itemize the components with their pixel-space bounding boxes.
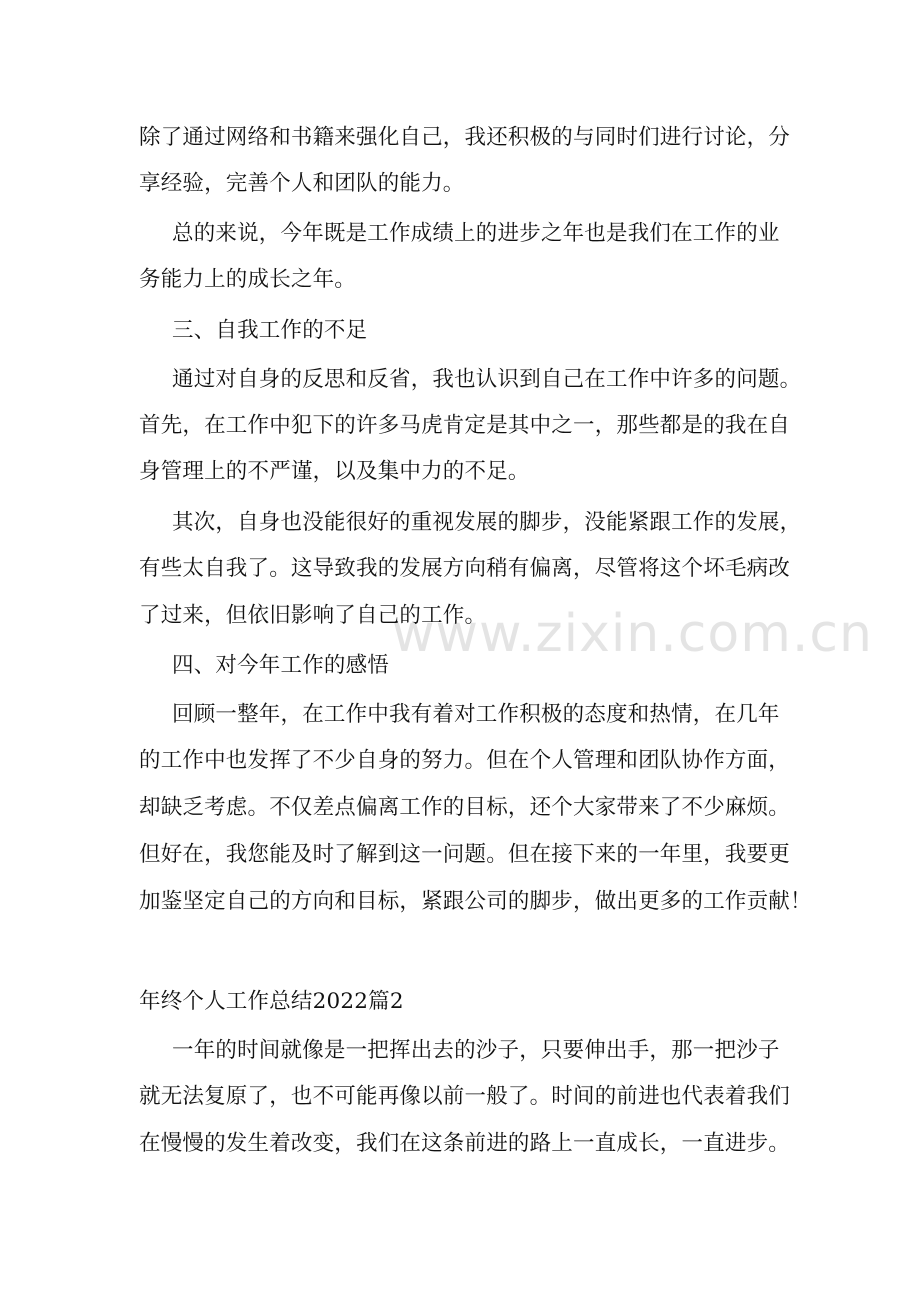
paragraph-line: 在慢慢的发生着改变，我们在这条前进的路上一直成长，一直进步。 <box>139 1131 791 1156</box>
section-heading: 四、对今年工作的感悟 <box>172 653 390 678</box>
paragraph-line: 有些太自我了。这导致我的发展方向稍有偏离，尽管将这个坏毛病改 <box>139 556 791 581</box>
paragraph-line: 就无法复原了，也不可能再像以前一般了。时间的前进也代表着我们 <box>139 1084 791 1109</box>
paragraph-line: 务能力上的成长之年。 <box>139 267 357 292</box>
paragraph-line: 回顾一整年，在工作中我有着对工作积极的态度和热情，在几年 <box>172 702 780 727</box>
section-heading: 三、自我工作的不足 <box>172 318 368 343</box>
paragraph-line: 身管理上的不严谨，以及集中力的不足。 <box>139 459 530 484</box>
paragraph-line: 通过对自身的反思和反省，我也认识到自己在工作中许多的问题。 <box>172 367 802 392</box>
paragraph-line: 却缺乏考虑。不仅差点偏离工作的目标，还个大家带来了不少麻烦。 <box>139 795 791 820</box>
paragraph-line: 一年的时间就像是一把挥出去的沙子，只要伸出手，那一把沙子 <box>172 1038 780 1063</box>
paragraph-line: 加鉴坚定自己的方向和目标，紧跟公司的脚步，做出更多的工作贡献！ <box>139 889 812 914</box>
paragraph-line: 总的来说，今年既是工作成绩上的进步之年也是我们在工作的业 <box>172 221 780 246</box>
paragraph-line: 首先，在工作中犯下的许多马虎肯定是其中之一，那些都是的我在自 <box>139 413 791 438</box>
paragraph-line: 除了通过网络和书籍来强化自己，我还积极的与同时们进行讨论，分 <box>139 125 791 150</box>
paragraph-line: 其次，自身也没能很好的重视发展的脚步，没能紧跟工作的发展， <box>172 510 802 535</box>
paragraph-line: 了过来，但依旧影响了自己的工作。 <box>139 603 487 628</box>
watermark: www.zixin.com.cn <box>392 604 873 664</box>
article-title: 年终个人工作总结2022篇2 <box>139 989 404 1014</box>
paragraph-line: 的工作中也发挥了不少自身的努力。但在个人管理和团队协作方面， <box>139 748 791 773</box>
paragraph-line: 但好在，我您能及时了解到这一问题。但在接下来的一年里，我要更 <box>139 842 791 867</box>
paragraph-line: 享经验，完善个人和团队的能力。 <box>139 171 465 196</box>
